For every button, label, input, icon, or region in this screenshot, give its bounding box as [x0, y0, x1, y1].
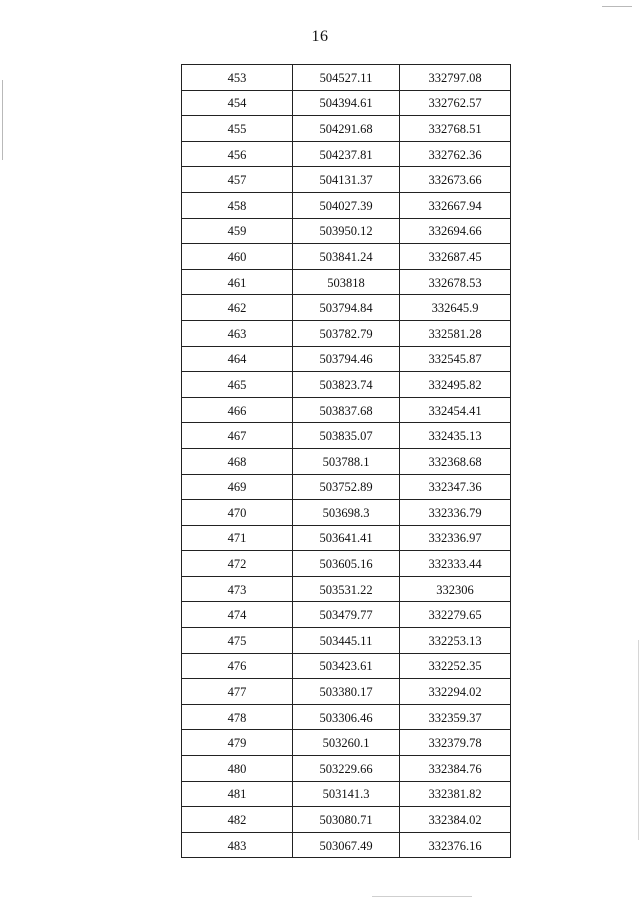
x-coordinate-cell: 503818	[293, 269, 400, 295]
table-row	[182, 141, 511, 167]
table-row	[182, 474, 511, 500]
table-row	[182, 832, 511, 858]
x-coordinate-cell: 504394.61	[293, 90, 400, 116]
table-row	[182, 346, 511, 372]
point-number-cell: 471	[182, 525, 293, 551]
table-row	[182, 551, 511, 577]
table-row	[182, 244, 511, 270]
x-coordinate-cell: 503823.74	[293, 372, 400, 398]
table-row	[182, 730, 511, 756]
point-number-cell: 461	[182, 269, 293, 295]
point-number-cell: 474	[182, 602, 293, 628]
y-coordinate-cell: 332687.45	[400, 244, 511, 270]
x-coordinate-cell: 504027.39	[293, 192, 400, 218]
x-coordinate-cell: 504291.68	[293, 116, 400, 142]
x-coordinate-cell: 503788.1	[293, 448, 400, 474]
x-coordinate-cell: 504237.81	[293, 141, 400, 167]
table-row	[182, 500, 511, 526]
table-row	[182, 116, 511, 142]
point-number-cell: 469	[182, 474, 293, 500]
y-coordinate-cell: 332454.41	[400, 397, 511, 423]
table-row	[182, 576, 511, 602]
x-coordinate-cell: 503260.1	[293, 730, 400, 756]
table-row	[182, 372, 511, 398]
scan-artifact	[638, 640, 639, 840]
y-coordinate-cell: 332762.36	[400, 141, 511, 167]
point-number-cell: 468	[182, 448, 293, 474]
point-number-cell: 480	[182, 756, 293, 782]
x-coordinate-cell: 503141.3	[293, 781, 400, 807]
coordinates-table	[181, 64, 511, 858]
point-number-cell: 460	[182, 244, 293, 270]
point-number-cell: 481	[182, 781, 293, 807]
point-number-cell: 464	[182, 346, 293, 372]
x-coordinate-cell: 503641.41	[293, 525, 400, 551]
point-number-cell: 472	[182, 551, 293, 577]
x-coordinate-cell: 504527.11	[293, 65, 400, 91]
x-coordinate-cell: 503080.71	[293, 807, 400, 833]
y-coordinate-cell: 332336.79	[400, 500, 511, 526]
x-coordinate-cell: 503306.46	[293, 704, 400, 730]
y-coordinate-cell: 332495.82	[400, 372, 511, 398]
table-row	[182, 653, 511, 679]
y-coordinate-cell: 332762.57	[400, 90, 511, 116]
table-row	[182, 192, 511, 218]
y-coordinate-cell: 332381.82	[400, 781, 511, 807]
y-coordinate-cell: 332306	[400, 576, 511, 602]
x-coordinate-cell: 503950.12	[293, 218, 400, 244]
point-number-cell: 453	[182, 65, 293, 91]
scan-artifact	[602, 6, 632, 7]
y-coordinate-cell: 332797.08	[400, 65, 511, 91]
x-coordinate-cell: 503698.3	[293, 500, 400, 526]
coordinates-table-body	[182, 65, 511, 858]
y-coordinate-cell: 332379.78	[400, 730, 511, 756]
point-number-cell: 465	[182, 372, 293, 398]
point-number-cell: 483	[182, 832, 293, 858]
y-coordinate-cell: 332336.97	[400, 525, 511, 551]
y-coordinate-cell: 332384.02	[400, 807, 511, 833]
point-number-cell: 479	[182, 730, 293, 756]
table-row	[182, 807, 511, 833]
x-coordinate-cell: 503229.66	[293, 756, 400, 782]
point-number-cell: 467	[182, 423, 293, 449]
point-number-cell: 457	[182, 167, 293, 193]
x-coordinate-cell: 503423.61	[293, 653, 400, 679]
y-coordinate-cell: 332645.9	[400, 295, 511, 321]
x-coordinate-cell: 503782.79	[293, 320, 400, 346]
point-number-cell: 459	[182, 218, 293, 244]
y-coordinate-cell: 332673.66	[400, 167, 511, 193]
y-coordinate-cell: 332545.87	[400, 346, 511, 372]
point-number-cell: 478	[182, 704, 293, 730]
point-number-cell: 466	[182, 397, 293, 423]
x-coordinate-cell: 503841.24	[293, 244, 400, 270]
y-coordinate-cell: 332667.94	[400, 192, 511, 218]
table-row	[182, 628, 511, 654]
y-coordinate-cell: 332376.16	[400, 832, 511, 858]
table-row	[182, 679, 511, 705]
point-number-cell: 475	[182, 628, 293, 654]
point-number-cell: 455	[182, 116, 293, 142]
point-number-cell: 477	[182, 679, 293, 705]
y-coordinate-cell: 332694.66	[400, 218, 511, 244]
table-row	[182, 269, 511, 295]
x-coordinate-cell: 504131.37	[293, 167, 400, 193]
point-number-cell: 470	[182, 500, 293, 526]
y-coordinate-cell: 332581.28	[400, 320, 511, 346]
y-coordinate-cell: 332333.44	[400, 551, 511, 577]
point-number-cell: 476	[182, 653, 293, 679]
scan-artifact	[2, 80, 3, 160]
table-row	[182, 65, 511, 91]
point-number-cell: 462	[182, 295, 293, 321]
point-number-cell: 454	[182, 90, 293, 116]
point-number-cell: 463	[182, 320, 293, 346]
table-row	[182, 167, 511, 193]
table-row	[182, 295, 511, 321]
table-row	[182, 423, 511, 449]
table-row	[182, 756, 511, 782]
point-number-cell: 458	[182, 192, 293, 218]
y-coordinate-cell: 332253.13	[400, 628, 511, 654]
page-number: 16	[311, 28, 329, 45]
x-coordinate-cell: 503752.89	[293, 474, 400, 500]
table-row	[182, 704, 511, 730]
table-row	[182, 218, 511, 244]
x-coordinate-cell: 503837.68	[293, 397, 400, 423]
table-row	[182, 90, 511, 116]
y-coordinate-cell: 332294.02	[400, 679, 511, 705]
y-coordinate-cell: 332347.36	[400, 474, 511, 500]
y-coordinate-cell: 332368.68	[400, 448, 511, 474]
table-row	[182, 448, 511, 474]
table-row	[182, 525, 511, 551]
table-row	[182, 397, 511, 423]
point-number-cell: 473	[182, 576, 293, 602]
x-coordinate-cell: 503531.22	[293, 576, 400, 602]
x-coordinate-cell: 503479.77	[293, 602, 400, 628]
x-coordinate-cell: 503605.16	[293, 551, 400, 577]
y-coordinate-cell: 332279.65	[400, 602, 511, 628]
x-coordinate-cell: 503445.11	[293, 628, 400, 654]
table-row	[182, 781, 511, 807]
point-number-cell: 456	[182, 141, 293, 167]
x-coordinate-cell: 503794.84	[293, 295, 400, 321]
table-row	[182, 320, 511, 346]
y-coordinate-cell: 332384.76	[400, 756, 511, 782]
y-coordinate-cell: 332435.13	[400, 423, 511, 449]
y-coordinate-cell: 332252.35	[400, 653, 511, 679]
y-coordinate-cell: 332768.51	[400, 116, 511, 142]
x-coordinate-cell: 503380.17	[293, 679, 400, 705]
x-coordinate-cell: 503067.49	[293, 832, 400, 858]
y-coordinate-cell: 332678.53	[400, 269, 511, 295]
table-row	[182, 602, 511, 628]
x-coordinate-cell: 503794.46	[293, 346, 400, 372]
x-coordinate-cell: 503835.07	[293, 423, 400, 449]
y-coordinate-cell: 332359.37	[400, 704, 511, 730]
point-number-cell: 482	[182, 807, 293, 833]
scan-artifact	[372, 896, 472, 897]
